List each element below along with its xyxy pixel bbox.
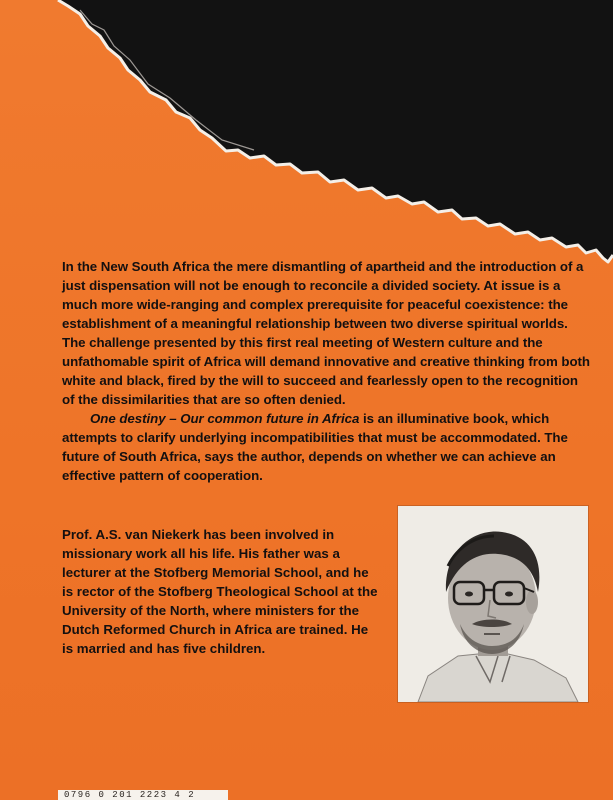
blurb-paragraph-2: [62, 409, 590, 485]
isbn-number: 0796 0 201 2223 4 2: [64, 790, 196, 800]
blurb-paragraph-1: In the New South Africa the mere dismantling of apartheid and the introduction of a just dispensation will not be enough to reconcile a divided society. At issue is a much more wide-ranging and complex prerequisite for peaceful coexistence: the establishment of a meaningful relationship between two diverse spiritual worlds. The challenge presented by this first real meeting of Western culture and the unfathomable spirit of Africa will demand innovative and creative thinking from both white and black, fired by the will to succeed and fearlessly open to the recognition of the dissimilarities that are so often denied.: [62, 259, 590, 407]
author-bio: Prof. A.S. van Niekerk has been involved in missionary work all his life. His father was a lecturer at the Stofberg Memorial School, and he is rector of the Stofberg Theological School at the University of the North, where ministers for the Dutch Reformed Church in Africa are trained. He is married and has five children.: [62, 527, 378, 656]
black-torn-region: [60, 0, 613, 262]
author-photo: [398, 506, 588, 702]
author-portrait-graphic: [398, 506, 588, 702]
blurb-text: [62, 257, 590, 485]
book-title: One destiny – Our common future in Africa: [90, 411, 360, 426]
blurb-paragraph-2-rest: is an illuminative book, which attempts to clarify underlying incompatibilities that must be accommodated. The future of South Africa, says the author, depends on whether we can achieve an effective pattern of cooperation.: [62, 411, 568, 483]
barcode-label: [58, 790, 228, 800]
